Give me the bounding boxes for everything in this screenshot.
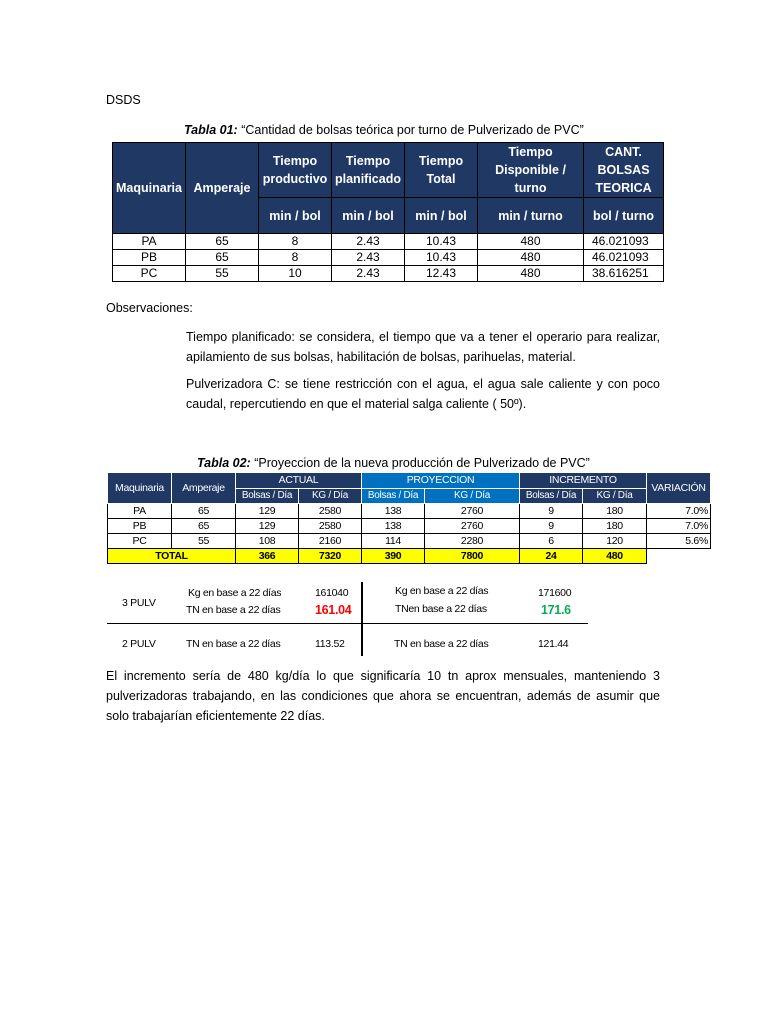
table1-caption-text: “Cantidad de bolsas teórica por turno de Pulverizado de PVC” <box>241 123 584 137</box>
table-cell: 9 <box>520 504 583 519</box>
table2-caption <box>197 456 590 470</box>
table-cell: 114 <box>362 534 425 549</box>
table-cell: 7.0% <box>647 504 711 519</box>
table-cell: PA <box>108 504 172 519</box>
table-row <box>108 519 711 534</box>
table-cell: 2.43 <box>332 250 405 266</box>
table1-caption <box>184 123 584 137</box>
table-cell: 129 <box>236 504 299 519</box>
tn2-label-proj: TN en base a 22 días <box>394 638 489 650</box>
table-cell: 2.43 <box>332 266 405 282</box>
table-cell: 120 <box>583 534 647 549</box>
summary-vertical-divider <box>361 582 363 656</box>
table1-unit: min / bol <box>332 198 405 234</box>
table1-header-cant-bolsas: CANT. BOLSAS TEORICA <box>584 143 664 198</box>
table-cell: 108 <box>236 534 299 549</box>
table-row <box>113 234 664 250</box>
table-cell: 10.43 <box>405 234 478 250</box>
table-cell: 46.021093 <box>584 234 664 250</box>
table-cell: 8 <box>259 250 332 266</box>
pulv2-label: 2 PULV <box>122 638 156 650</box>
table2-caption-label: Tabla 02: <box>197 456 251 470</box>
table-cell: PC <box>113 266 186 282</box>
table-cell: 65 <box>172 519 236 534</box>
table-row <box>113 250 664 266</box>
table-cell: PB <box>113 250 186 266</box>
table2-subheader: Bolsas / Día <box>236 488 299 504</box>
table-cell: 129 <box>236 519 299 534</box>
table-cell: PB <box>108 519 172 534</box>
table-cell: 2280 <box>425 534 520 549</box>
total-label: TOTAL <box>108 549 236 564</box>
table2 <box>107 472 711 564</box>
table2-header-maquinaria: Maquinaria <box>108 473 172 504</box>
table2-header-actual: ACTUAL <box>236 473 362 489</box>
total-cell: 366 <box>236 549 299 564</box>
table-row <box>108 504 711 519</box>
table-cell: 55 <box>186 266 259 282</box>
table2-subheader: KG / Día <box>583 488 647 504</box>
table-cell: 8 <box>259 234 332 250</box>
table-cell: 7.0% <box>647 519 711 534</box>
table-cell: 180 <box>583 504 647 519</box>
table-cell: 2760 <box>425 504 520 519</box>
observation-paragraph: Pulverizadora C: se tiene restricción con el agua, el agua sale caliente y con poco caudal, repercutiendo en que el material salga caliente ( 50º). <box>186 377 660 411</box>
table-cell: 480 <box>478 250 584 266</box>
table1-unit: min / turno <box>478 198 584 234</box>
total-cell: 390 <box>362 549 425 564</box>
table-cell: 46.021093 <box>584 250 664 266</box>
table1-header-tiempo-planificado: Tiempo planificado <box>332 143 405 198</box>
table-cell: 10 <box>259 266 332 282</box>
pulv3-label: 3 PULV <box>122 597 156 609</box>
table1-header-amperaje: Amperaje <box>186 143 259 234</box>
table-cell: 6 <box>520 534 583 549</box>
table-cell: 2760 <box>425 519 520 534</box>
table1-unit: min / bol <box>259 198 332 234</box>
kg-actual-value: 161040 <box>315 587 349 599</box>
observations-title: Observaciones: <box>106 301 193 315</box>
kg-proj-value: 171600 <box>538 587 572 599</box>
summary-horizontal-divider <box>107 623 588 624</box>
table-row <box>113 266 664 282</box>
table-cell: 12.43 <box>405 266 478 282</box>
table-total-row <box>108 549 711 564</box>
table-cell: PA <box>113 234 186 250</box>
table2-subheader: KG / Día <box>299 488 362 504</box>
table-cell: 10.43 <box>405 250 478 266</box>
tn2-actual-value: 113.52 <box>315 638 345 650</box>
table-cell: 38.616251 <box>584 266 664 282</box>
table-cell: 55 <box>172 534 236 549</box>
table2-header-variacion: VARIACIÓN <box>647 473 711 504</box>
table1-unit: bol / turno <box>584 198 664 234</box>
table-cell: 480 <box>478 234 584 250</box>
table-cell: 138 <box>362 519 425 534</box>
tn-label-actual: TN en base a 22 días <box>186 604 281 616</box>
table-cell: 2580 <box>299 519 362 534</box>
table-cell: 65 <box>172 504 236 519</box>
tn-label-proj: TNen base a 22 días <box>395 603 487 615</box>
table2-caption-text: “Proyeccion de la nueva producción de Pulverizado de PVC” <box>254 456 590 470</box>
table2-header-amperaje: Amperaje <box>172 473 236 504</box>
table1-unit: min / bol <box>405 198 478 234</box>
table1-header-tiempo-productivo: Tiempo productivo <box>259 143 332 198</box>
kg-label-proj: Kg en base a 22 días <box>395 585 489 597</box>
table1-caption-label: Tabla 01: <box>184 123 238 137</box>
tn-proj-value: 171.6 <box>541 603 571 617</box>
tn2-proj-value: 121.44 <box>538 638 569 650</box>
table-cell: 5.6% <box>647 534 711 549</box>
table2-subheader: KG / Día <box>425 488 520 504</box>
total-cell: 7320 <box>299 549 362 564</box>
conclusion-paragraph: El incremento sería de 480 kg/día lo que significaría 10 tn aprox mensuales, manteniendo 3 pulverizadoras trabajando, en las condiciones que ahora se encuentran, además de asumir que solo trabajarían eficientemente 22 días. <box>106 669 660 723</box>
table2-header-incremento: INCREMENTO <box>520 473 647 489</box>
observation-paragraph: Tiempo planificado: se considera, el tiempo que va a tener el operario para realizar, apilamiento de sus bolsas, habilitación de bolsas, parihuelas, material. <box>186 330 660 364</box>
table-cell: 180 <box>583 519 647 534</box>
table2-header-proyeccion: PROYECCION <box>362 473 520 489</box>
table1-header-tiempo-total: Tiempo Total <box>405 143 478 198</box>
total-cell: 24 <box>520 549 583 564</box>
table1 <box>112 142 664 282</box>
tn-actual-value: 161.04 <box>315 603 352 617</box>
tn2-label-actual: TN en base a 22 días <box>186 638 281 650</box>
table-cell: 2160 <box>299 534 362 549</box>
table-row <box>108 534 711 549</box>
table-cell: 65 <box>186 250 259 266</box>
table-cell: 2580 <box>299 504 362 519</box>
total-cell: 7800 <box>425 549 520 564</box>
table1-header-tiempo-disponible: Tiempo Disponible / turno <box>478 143 584 198</box>
table-cell: 138 <box>362 504 425 519</box>
page-heading: DSDS <box>106 93 141 107</box>
table-cell: 9 <box>520 519 583 534</box>
table-cell: PC <box>108 534 172 549</box>
table-cell: 65 <box>186 234 259 250</box>
kg-label-actual: Kg en base a 22 días <box>188 587 282 599</box>
table-cell: 480 <box>478 266 584 282</box>
table-cell: 2.43 <box>332 234 405 250</box>
table1-header-maquinaria: Maquinaria <box>113 143 186 234</box>
table2-subheader: Bolsas / Día <box>362 488 425 504</box>
table2-subheader: Bolsas / Día <box>520 488 583 504</box>
total-cell: 480 <box>583 549 647 564</box>
